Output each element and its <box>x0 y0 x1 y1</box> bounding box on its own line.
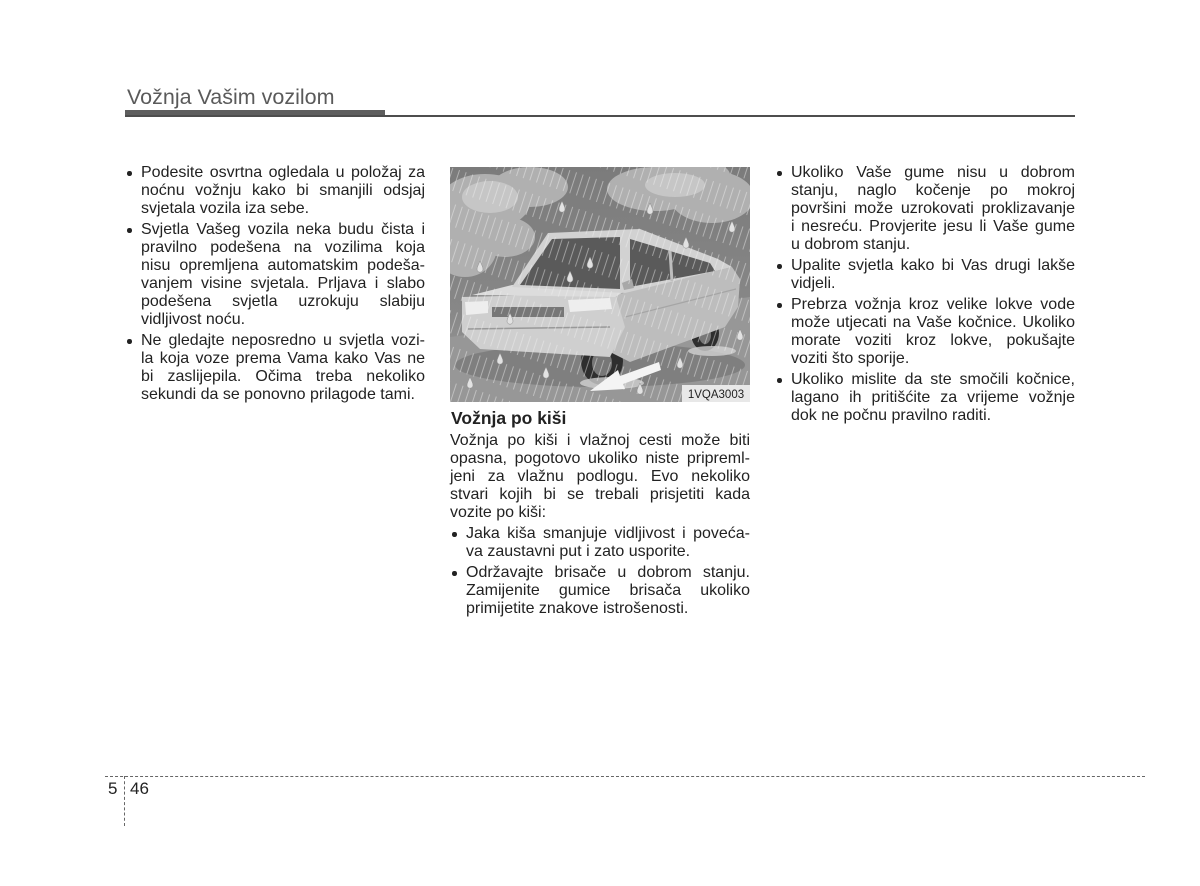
bullet-item <box>125 164 425 218</box>
text-line: pravilno podešena na vozilima koja <box>141 239 425 256</box>
text-line: primijetite znakove istrošenosti. <box>466 600 689 617</box>
text-line: va zaustavni put i zato usporite. <box>466 543 691 560</box>
bullet-item <box>125 332 425 404</box>
text-line: lagano ih pritišćite za vrijeme vožnje <box>791 389 1075 406</box>
text-line: dok ne počnu pravilno raditi. <box>791 407 992 424</box>
text-line: i nesreću. Provjerite jesu li Vaše gume <box>791 218 1075 235</box>
bullet-marker <box>777 264 782 269</box>
text-line: stvari kojih bi se trebali prisjetiti kada <box>450 486 750 503</box>
text-line: Ne gledajte neposredno u svjetla vozi- <box>141 332 425 349</box>
text-line: Zamijenite gumice brisača ukoliko <box>466 582 750 599</box>
bullet-item <box>125 221 425 329</box>
bullet-marker <box>777 303 782 308</box>
right-column <box>775 164 1075 428</box>
bullet-item <box>775 164 1075 254</box>
footer-dashed-rule <box>105 776 1145 777</box>
text-line: Ukoliko mislite da ste smočili kočnice, <box>791 371 1075 388</box>
rain-streaks <box>450 167 750 402</box>
text-line: nisu opremljena automatskim podeša- <box>141 257 425 274</box>
bullet-marker <box>127 171 132 176</box>
header-rule-thin <box>125 115 1075 117</box>
page-number: 46 <box>130 779 149 798</box>
text-line: Svjetla Vašeg vozila neka budu čista i <box>141 221 425 238</box>
bullet-item <box>775 296 1075 368</box>
bullet-item <box>775 257 1075 293</box>
section-title: Vožnja Vašim vozilom <box>127 85 335 109</box>
text-line: Jaka kiša smanjuje vidljivost i poveća- <box>466 525 750 542</box>
text-line: la koja voze prema Vama kako Vas ne <box>141 350 425 367</box>
text-line: bi zaslijepila. Očima treba nekoliko <box>141 368 425 385</box>
text-line: Vožnja po kiši i vlažnoj cesti može biti <box>450 432 750 449</box>
bullet-marker <box>777 378 782 383</box>
text-line: stanju, naglo kočenje po mokroj <box>791 182 1075 199</box>
bullet-item <box>450 564 750 618</box>
text-line: vanjem visine svjetala. Prljava i slabo <box>141 275 425 292</box>
bullet-marker <box>127 339 132 344</box>
text-line: vidljivost noću. <box>141 311 246 328</box>
text-line: noćnu vožnju kako bi smanjili odsjaj <box>141 182 425 199</box>
text-line: podešena svjetla uzrokuju slabiju <box>141 293 425 310</box>
text-line: sekundi da se ponovno prilagode tami. <box>141 386 415 403</box>
text-line: površini može uzrokovati proklizavanje <box>791 200 1075 217</box>
text-line: Upalite svjetla kako bi Vas drugi lakše <box>791 257 1075 274</box>
bullet-marker <box>452 571 457 576</box>
text-line: svjetala vozila iza sebe. <box>141 200 310 217</box>
text-line: Prebrza vožnja kroz velike lokve vode <box>791 296 1075 313</box>
bullet-item <box>450 525 750 561</box>
bullet-marker <box>127 228 132 233</box>
bullet-item <box>775 371 1075 425</box>
car-in-rain-illustration <box>450 167 750 402</box>
text-line: voziti što sporije. <box>791 350 910 367</box>
text-line: Ukoliko Vaše gume nisu u dobrom <box>791 164 1075 181</box>
text-line: u dobrom stanju. <box>791 236 911 253</box>
bullet-marker <box>777 171 782 176</box>
middle-column <box>450 167 750 621</box>
left-column <box>125 164 425 407</box>
footer-dashed-divider <box>124 776 125 826</box>
text-line: opasna, pogotovo ukoliko niste pripreml- <box>450 450 750 467</box>
text-line: Održavajte brisače u dobrom stanju. <box>466 564 750 581</box>
intro-paragraph <box>450 432 750 522</box>
text-line: vidjeli. <box>791 275 836 292</box>
bullet-marker <box>452 532 457 537</box>
text-line: jeni za vlažnu podlogu. Evo nekoliko <box>450 468 750 485</box>
text-line: vozite po kiši: <box>450 504 547 521</box>
chapter-number: 5 <box>108 779 118 798</box>
subsection-heading: Vožnja po kiši <box>451 408 567 428</box>
text-line: morate voziti kroz lokve, pokušajte <box>791 332 1075 349</box>
text-line: može utjecati na Vaše kočnice. Ukoliko <box>791 314 1075 331</box>
text-line: Podesite osvrtna ogledala u položaj za <box>141 164 425 181</box>
figure-code: 1VQA3003 <box>687 389 745 401</box>
